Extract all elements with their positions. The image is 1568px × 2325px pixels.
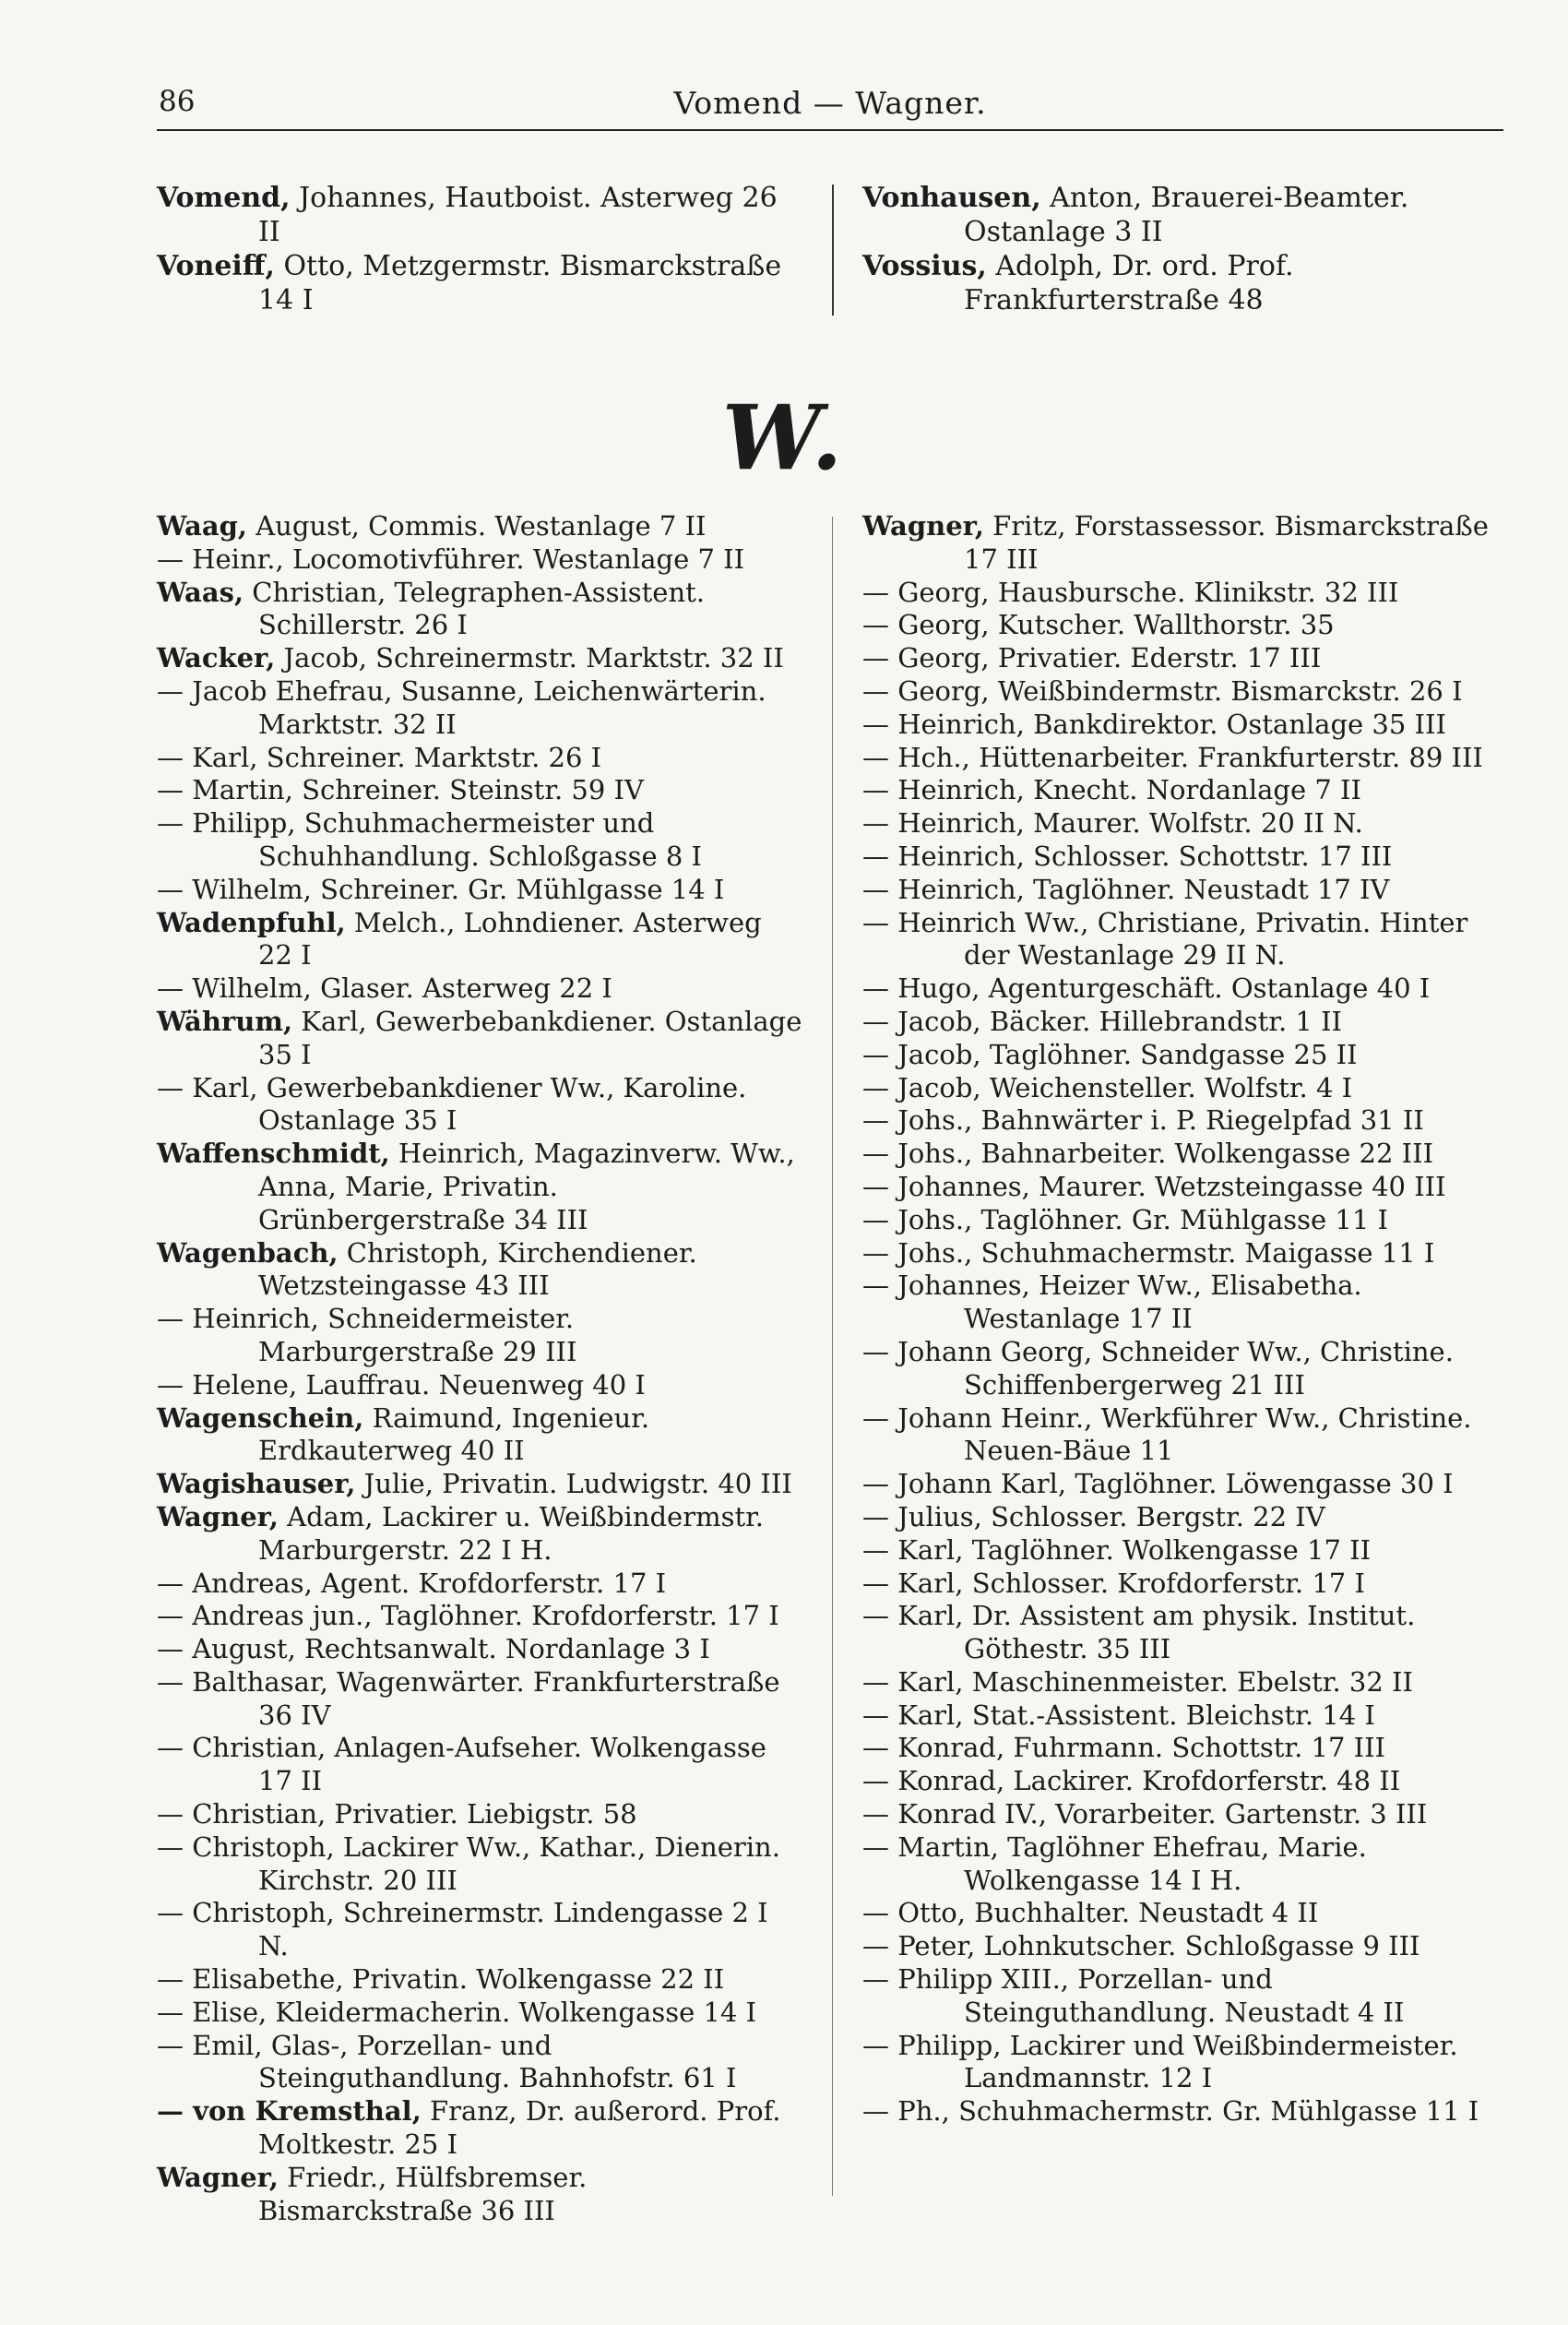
entry-surname: Vossius, bbox=[862, 250, 987, 282]
directory-entry bbox=[157, 543, 802, 577]
entry-details: — Karl, Maschinenmeister. Ebelstr. 32 II bbox=[862, 1665, 1413, 1698]
entry-details: Johannes, Hautboist. Asterweg 26 II bbox=[258, 182, 778, 248]
directory-entry bbox=[862, 249, 1508, 317]
entry-details: — Wilhelm, Glaser. Asterweg 22 I bbox=[157, 972, 612, 1005]
directory-entry bbox=[862, 510, 1508, 577]
directory-entry bbox=[862, 1402, 1508, 1469]
entry-details: — Emil, Glas-, Porzellan- und Steinguthandlung. Bahnhofstr. 61 I bbox=[157, 2029, 737, 2094]
directory-entry bbox=[157, 510, 802, 543]
entry-details: — Konrad, Lackirer. Krofdorferstr. 48 II bbox=[862, 1765, 1401, 1797]
entry-details: — Julius, Schlosser. Bergstr. 22 IV bbox=[862, 1500, 1325, 1532]
directory-entry bbox=[862, 642, 1508, 675]
entry-surname: Wagishauser, bbox=[157, 1468, 356, 1500]
directory-entry bbox=[157, 2030, 802, 2096]
right-column bbox=[862, 510, 1508, 2128]
entry-surname: Vonhausen, bbox=[862, 182, 1041, 214]
entry-details: — Johannes, Heizer Ww., Elisabetha. Westanlage 17 II bbox=[862, 1270, 1362, 1335]
entry-details: — Karl, Schreiner. Marktstr. 26 I bbox=[157, 741, 602, 773]
entry-details: Friedr., Hülfsbremser. Bismarckstraße 36 III bbox=[258, 2161, 588, 2226]
entry-details: — Karl, Taglöhner. Wolkengasse 17 II bbox=[862, 1533, 1372, 1566]
entry-details: — Christian, Privatier. Liebigstr. 58 bbox=[157, 1798, 637, 1830]
entry-details: — Jacob, Weichensteller. Wolfstr. 4 I bbox=[862, 1071, 1353, 1103]
directory-entry bbox=[157, 577, 802, 643]
directory-entry bbox=[157, 1072, 802, 1139]
entry-details: Anton, Brauerei-Beamter. Ostanlage 3 II bbox=[964, 182, 1409, 248]
entry-surname: Vomend, bbox=[157, 182, 291, 214]
entry-details: August, Commis. Westanlage 7 II bbox=[247, 510, 707, 542]
entry-surname: Währum, bbox=[157, 1005, 293, 1037]
directory-entry bbox=[862, 181, 1508, 249]
directory-entry bbox=[157, 774, 802, 807]
directory-entry bbox=[862, 1666, 1508, 1699]
entry-details: — Heinrich Ww., Christiane, Privatin. Hinter der Westanlage 29 II N. bbox=[862, 906, 1468, 972]
entry-details: — Johannes, Maurer. Wetzsteingasse 40 III bbox=[862, 1170, 1446, 1202]
directory-entry bbox=[862, 1270, 1508, 1336]
directory-entry bbox=[157, 181, 802, 249]
directory-entry bbox=[157, 1237, 802, 1304]
directory-entry bbox=[157, 1501, 802, 1568]
entry-details: — Heinrich, Schlosser. Schottstr. 17 III bbox=[862, 840, 1393, 872]
entry-details: — Karl, Gewerbebankdiener Ww., Karoline. Ostanlage 35 I bbox=[157, 1071, 747, 1137]
entry-details: — Jacob, Bäcker. Hillebrandstr. 1 II bbox=[862, 1005, 1342, 1037]
directory-entry bbox=[157, 1732, 802, 1798]
directory-entry bbox=[862, 1138, 1508, 1171]
entry-details: — Heinrich, Maurer. Wolfstr. 20 II N. bbox=[862, 807, 1363, 840]
entry-surname: Wagner, bbox=[157, 2161, 279, 2193]
entry-details: — Georg, Privatier. Ederstr. 17 III bbox=[862, 642, 1322, 674]
entry-surname: Wadenpfuhl, bbox=[157, 906, 346, 938]
directory-entry bbox=[862, 1930, 1508, 1963]
entry-details: — Johs., Bahnarbeiter. Wolkengasse 22 III bbox=[862, 1138, 1434, 1170]
directory-entry bbox=[862, 972, 1508, 1006]
entry-details: — Karl, Schlosser. Krofdorferstr. 17 I bbox=[862, 1567, 1365, 1599]
entry-details: — Konrad, Fuhrmann. Schottstr. 17 III bbox=[862, 1732, 1386, 1764]
entry-details: — Johann Karl, Taglöhner. Löwengasse 30 I bbox=[862, 1468, 1454, 1500]
directory-entry bbox=[157, 1402, 802, 1469]
directory-entry bbox=[157, 1897, 802, 1963]
directory-entry bbox=[862, 675, 1508, 709]
running-title: Vomend — Wagner. bbox=[673, 85, 987, 121]
entry-details: — Philipp XIII., Porzellan- und Steinguthandlung. Neustadt 4 II bbox=[862, 1963, 1405, 2028]
entry-details: — Otto, Buchhalter. Neustadt 4 II bbox=[862, 1897, 1319, 1929]
directory-entry bbox=[157, 874, 802, 907]
directory-entry bbox=[862, 1006, 1508, 1039]
top-left-column bbox=[157, 181, 802, 317]
entry-details: — Heinrich, Schneidermeister. Marburgerstraße 29 III bbox=[157, 1303, 577, 1367]
entry-details: — Georg, Hausbursche. Klinikstr. 32 III bbox=[862, 576, 1399, 608]
directory-entry bbox=[157, 1600, 802, 1633]
directory-entry bbox=[862, 1171, 1508, 1204]
entry-details: — Hch., Hüttenarbeiter. Frankfurterstr. 89 III bbox=[862, 741, 1483, 773]
entry-details: — Johs., Taglöhner. Gr. Mühlgasse 11 I bbox=[862, 1203, 1389, 1235]
directory-entry bbox=[862, 807, 1508, 841]
directory-entry bbox=[157, 1831, 802, 1898]
left-column bbox=[157, 510, 802, 2227]
directory-entry bbox=[862, 742, 1508, 775]
page-number: 86 bbox=[159, 85, 196, 118]
entry-details: — Andreas jun., Taglöhner. Krofdorferstr. 17 I bbox=[157, 1600, 779, 1632]
directory-entry bbox=[862, 1732, 1508, 1765]
directory-entry bbox=[157, 642, 802, 675]
entry-details: — Johs., Bahnwärter i. P. Riegelpfad 31 II bbox=[862, 1104, 1424, 1137]
entry-surname: Waas, bbox=[157, 576, 244, 608]
directory-entry bbox=[157, 2162, 802, 2228]
directory-entry bbox=[862, 2095, 1508, 2128]
directory-entry bbox=[157, 807, 802, 874]
directory-entry bbox=[157, 1568, 802, 1601]
directory-entry bbox=[862, 1765, 1508, 1798]
entry-details: — Martin, Taglöhner Ehefrau, Marie. Wolkengasse 14 I H. bbox=[862, 1830, 1367, 1896]
directory-entry bbox=[157, 742, 802, 775]
directory-entry bbox=[862, 1963, 1508, 2030]
column-divider bbox=[832, 517, 833, 2196]
entry-details: — Elisabethe, Privatin. Wolkengasse 22 II bbox=[157, 1963, 725, 1996]
directory-entry bbox=[862, 1468, 1508, 1501]
entry-details: — Helene, Lauffrau. Neuenweg 40 I bbox=[157, 1368, 646, 1401]
entry-surname: Wagner, bbox=[157, 1500, 279, 1532]
page-header bbox=[157, 81, 1503, 131]
entry-details: — Wilhelm, Schreiner. Gr. Mühlgasse 14 I bbox=[157, 873, 725, 905]
entry-details: — Karl, Stat.-Assistent. Bleichstr. 14 I bbox=[862, 1699, 1375, 1731]
directory-entry bbox=[862, 1897, 1508, 1930]
entry-details: — Christian, Anlagen-Aufseher. Wolkengasse 17 II bbox=[157, 1732, 766, 1797]
entry-details: — Heinrich, Taglöhner. Neustadt 17 IV bbox=[862, 873, 1390, 905]
directory-entry bbox=[157, 1633, 802, 1666]
directory-entry bbox=[157, 2095, 802, 2162]
entry-details: — Johann Georg, Schneider Ww., Christine. Schiffenbergerweg 21 III bbox=[862, 1335, 1454, 1401]
entry-surname: Waffenschmidt, bbox=[157, 1138, 390, 1170]
entry-surname: Wagenbach, bbox=[157, 1236, 339, 1269]
top-right-column bbox=[862, 181, 1508, 317]
directory-entry bbox=[862, 907, 1508, 973]
entry-details: — Georg, Kutscher. Wallthorstr. 35 bbox=[862, 609, 1335, 641]
entry-details: Adam, Lackirer u. Weißbindermstr. Marburgerstr. 22 I H. bbox=[258, 1500, 765, 1566]
entry-details: — Johs., Schuhmachermstr. Maigasse 11 I bbox=[862, 1236, 1435, 1269]
directory-entry bbox=[862, 1237, 1508, 1270]
directory-entry bbox=[862, 1568, 1508, 1601]
directory-entry bbox=[157, 1303, 802, 1369]
directory-entry bbox=[157, 1997, 802, 2030]
entry-details: Fritz, Forstassessor. Bismarckstraße 17 III bbox=[964, 510, 1489, 575]
directory-entry bbox=[862, 1072, 1508, 1105]
directory-entry bbox=[157, 249, 802, 317]
directory-entry bbox=[862, 1831, 1508, 1898]
entry-details: Karl, Gewerbebankdiener. Ostanlage 35 I bbox=[258, 1005, 802, 1070]
entry-details: Melch., Lohndiener. Asterweg 22 I bbox=[258, 906, 762, 972]
directory-entry bbox=[157, 1138, 802, 1236]
entry-details: — Martin, Schreiner. Steinstr. 59 IV bbox=[157, 774, 644, 806]
entry-details: — August, Rechtsanwalt. Nordanlage 3 I bbox=[157, 1633, 710, 1665]
entry-details: — Heinr., Locomotivführer. Westanlage 7 II bbox=[157, 542, 745, 575]
directory-entry bbox=[862, 874, 1508, 907]
directory-entry bbox=[862, 841, 1508, 874]
entry-details: Jacob, Schreinermstr. Marktstr. 32 II bbox=[275, 642, 784, 674]
directory-entry bbox=[157, 1468, 802, 1501]
entry-details: — Andreas, Agent. Krofdorferstr. 17 I bbox=[157, 1567, 667, 1599]
directory-entry bbox=[862, 2030, 1508, 2096]
entry-details: Julie, Privatin. Ludwigstr. 40 III bbox=[355, 1468, 792, 1500]
entry-details: — Georg, Weißbindermstr. Bismarckstr. 26 I bbox=[862, 674, 1463, 707]
entry-details: — Christoph, Lackirer Ww., Kathar., Dienerin. Kirchstr. 20 III bbox=[157, 1830, 780, 1896]
directory-entry bbox=[862, 1699, 1508, 1733]
entry-surname: Waag, bbox=[157, 510, 248, 542]
entry-details: — Heinrich, Knecht. Nordanlage 7 II bbox=[862, 774, 1361, 806]
entry-details: — Karl, Dr. Assistent am physik. Institut. Göthestr. 35 III bbox=[862, 1600, 1416, 1665]
entry-surname: Wagner, bbox=[862, 510, 984, 542]
entry-surname: — von Kremsthal, bbox=[157, 2095, 422, 2128]
directory-entry bbox=[157, 972, 802, 1006]
directory-entry bbox=[157, 1666, 802, 1733]
directory-entry bbox=[157, 1963, 802, 1997]
directory-entry bbox=[862, 1104, 1508, 1138]
entry-details: — Johann Heinr., Werkführer Ww., Christine. Neuen-Bäue 11 bbox=[862, 1401, 1472, 1467]
entry-details: — Elise, Kleidermacherin. Wolkengasse 14 I bbox=[157, 1996, 757, 2028]
entry-details: — Ph., Schuhmachermstr. Gr. Mühlgasse 11 I bbox=[862, 2095, 1479, 2128]
entry-details: Raimund, Ingenieur. Erdkauterweg 40 II bbox=[258, 1401, 650, 1467]
entry-details: — Jacob Ehefrau, Susanne, Leichenwärterin. Marktstr. 32 II bbox=[157, 674, 766, 740]
entry-details: Christoph, Kirchendiener. Wetzsteingasse 43 III bbox=[258, 1236, 697, 1302]
directory-entry bbox=[862, 1204, 1508, 1237]
directory-entry bbox=[862, 609, 1508, 642]
directory-entry bbox=[862, 774, 1508, 807]
directory-entry bbox=[157, 1798, 802, 1831]
directory-entry bbox=[862, 1600, 1508, 1666]
entry-details: — Balthasar, Wagenwärter. Frankfurterstraße 36 IV bbox=[157, 1665, 780, 1731]
entry-details: — Peter, Lohnkutscher. Schloßgasse 9 III bbox=[862, 1930, 1420, 1962]
section-letter: W. bbox=[721, 386, 847, 490]
entry-surname: Wacker, bbox=[157, 642, 276, 674]
entry-details: — Philipp, Schuhmachermeister und Schuhhandlung. Schloßgasse 8 I bbox=[157, 807, 702, 872]
entry-details: Adolph, Dr. ord. Prof. Frankfurterstraße 48 bbox=[964, 250, 1294, 316]
directory-entry bbox=[157, 907, 802, 973]
directory-entry bbox=[862, 1501, 1508, 1534]
directory-entry bbox=[862, 1336, 1508, 1402]
directory-entry bbox=[862, 709, 1508, 742]
entry-details: — Jacob, Taglöhner. Sandgasse 25 II bbox=[862, 1038, 1358, 1070]
entry-details: — Hugo, Agenturgeschäft. Ostanlage 40 I bbox=[862, 972, 1431, 1005]
entry-details: — Christoph, Schreinermstr. Lindengasse 2 I N. bbox=[157, 1897, 768, 1962]
entry-details: — Philipp, Lackirer und Weißbindermeister. Landmannstr. 12 I bbox=[862, 2029, 1458, 2094]
directory-entry bbox=[157, 1369, 802, 1402]
directory-entry bbox=[862, 577, 1508, 610]
entry-surname: Voneiff, bbox=[157, 250, 275, 282]
entry-details: Franz, Dr. außerord. Prof. Moltkestr. 25 I bbox=[258, 2095, 781, 2161]
directory-entry bbox=[862, 1798, 1508, 1831]
entry-details: Heinrich, Magazinverw. Ww., Anna, Marie, Privatin. Grünbergerstraße 34 III bbox=[258, 1138, 795, 1235]
entry-details: Christian, Telegraphen-Assistent. Schillerstr. 26 I bbox=[244, 576, 706, 641]
directory-entry bbox=[157, 675, 802, 742]
directory-entry bbox=[862, 1534, 1508, 1568]
entry-details: — Konrad IV., Vorarbeiter. Gartenstr. 3 III bbox=[862, 1798, 1428, 1830]
directory-entry bbox=[157, 1006, 802, 1072]
entry-details: — Heinrich, Bankdirektor. Ostanlage 35 III bbox=[862, 708, 1446, 740]
entry-details: Otto, Metzgermstr. Bismarckstraße 14 I bbox=[258, 250, 782, 316]
column-divider bbox=[832, 185, 834, 316]
entry-surname: Wagenschein, bbox=[157, 1401, 364, 1434]
directory-entry bbox=[862, 1039, 1508, 1072]
